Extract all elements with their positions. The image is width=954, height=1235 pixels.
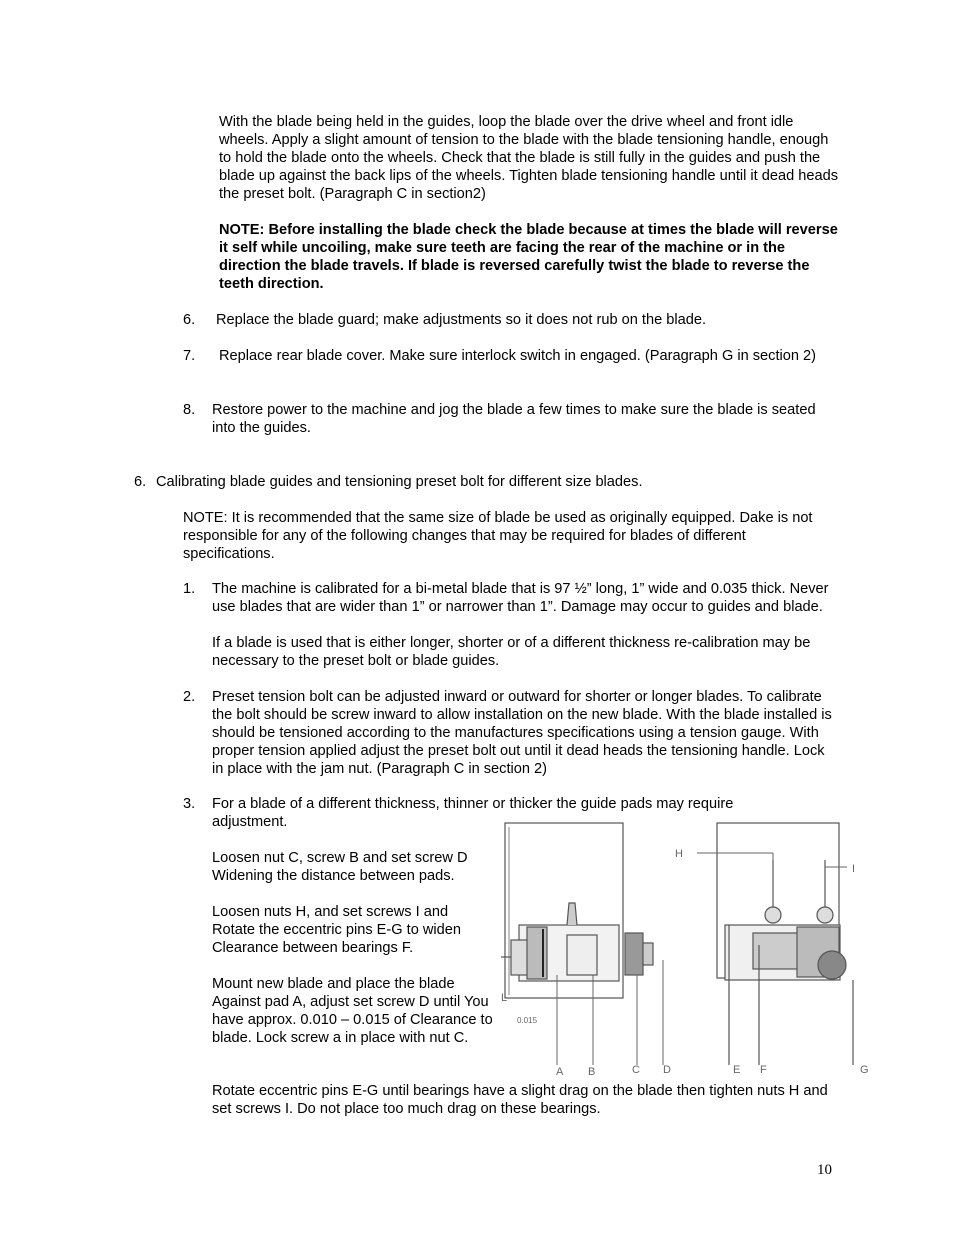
section-number: 6. bbox=[134, 474, 147, 490]
specification-note: NOTE: It is recommended that the same size of blade be used as originally equipped. Dake is not responsible for any of the following changes that may be required for blades of different specifications. bbox=[183, 510, 813, 562]
item-text: If a blade is used that is either longer, shorter or of a different thickness re-calibration may be necessary to the preset bolt or blade guides. bbox=[212, 635, 811, 669]
item-subtext: Loosen nuts H, and set screws I and Rotate the eccentric pins E-G to widen Clearance between bearings F. bbox=[212, 904, 462, 956]
label-F: F bbox=[760, 1064, 767, 1076]
label-D: D bbox=[663, 1064, 671, 1076]
step-number: 7. bbox=[183, 348, 196, 364]
item-subtext: Loosen nut C, screw B and set screw D Widening the distance between pads. bbox=[212, 850, 468, 884]
label-L: L bbox=[501, 992, 508, 1004]
label-A: A bbox=[556, 1066, 564, 1078]
blade-direction-note: NOTE: Before installing the blade check the blade because at times the blade will reverse it self while uncoiling, make sure teeth are facing the rear of the machine or in the direction the blade travels. If blade is reversed carefully twist the blade to reverse the teeth direction. bbox=[219, 222, 838, 292]
step-number: 6. bbox=[183, 312, 196, 328]
label-E: E bbox=[733, 1064, 741, 1076]
step-text: Restore power to the machine and jog the blade a few times to make sure the blade is seated into the guides. bbox=[212, 402, 816, 436]
label-G: G bbox=[860, 1064, 869, 1076]
step-number: 8. bbox=[183, 402, 196, 418]
item-number: 1. bbox=[183, 581, 196, 597]
item-text: Preset tension bolt can be adjusted inward or outward for shorter or longer blades. To calibrate the bolt should be screw inward to allow installation on the new blade. With the blade installed is should be tensioned according to the manufactures specifications using a tension gauge. With proper tension applied adjust the preset bolt out until it dead heads the tensioning handle. Lock in place with the jam nut. (Paragraph C in section 2) bbox=[212, 689, 832, 777]
label-I: I bbox=[852, 863, 856, 875]
label-gap: 0.015 bbox=[517, 1016, 538, 1025]
right-guide-block bbox=[717, 823, 856, 1065]
item-subtext: Mount new blade and place the blade Against pad A, adjust set screw D until You have approx. 0.010 – 0.015 of Clearance to blade. Lock screw a in place with nut C. bbox=[212, 976, 493, 1046]
left-guide-block bbox=[501, 823, 653, 998]
section-title: Calibrating blade guides and tensioning preset bolt for different size blades. bbox=[156, 474, 643, 490]
item-text: For a blade of a different thickness, thinner or thicker the guide pads may require adjustment. bbox=[212, 796, 734, 830]
item-number: 3. bbox=[183, 796, 196, 812]
blade-guide-diagram bbox=[497, 815, 877, 1080]
page-number: 10 bbox=[817, 1162, 832, 1178]
step-text: Replace the blade guard; make adjustments so it does not rub on the blade. bbox=[216, 312, 707, 328]
label-C: C bbox=[632, 1064, 640, 1076]
step-text: Replace rear blade cover. Make sure interlock switch in engaged. (Paragraph G in section 2) bbox=[219, 348, 817, 364]
item-number: 2. bbox=[183, 689, 196, 705]
label-H: H bbox=[675, 848, 683, 860]
item-subtext: Rotate eccentric pins E-G until bearings have a slight drag on the blade then tighten nuts H and set screws I. Do not place too much drag on these bearings. bbox=[212, 1083, 828, 1117]
blade-install-paragraph: With the blade being held in the guides, loop the blade over the drive wheel and front idle wheels. Apply a slight amount of tension to the blade with the blade tensioning handle, enough to hold the blade onto the wheels. Check that the blade is still fully in the guides and push the blade up against the back lips of the wheels. Tighten blade tensioning handle until it dead heads the preset bolt. (Paragraph C in section2) bbox=[219, 114, 839, 202]
label-B: B bbox=[588, 1066, 596, 1078]
item-text: The machine is calibrated for a bi-metal blade that is 97 ½” long, 1” wide and 0.035 thick. Never use blades that are wider than 1” or narrower than 1”. Damage may occur to guides and blade. bbox=[212, 581, 829, 615]
